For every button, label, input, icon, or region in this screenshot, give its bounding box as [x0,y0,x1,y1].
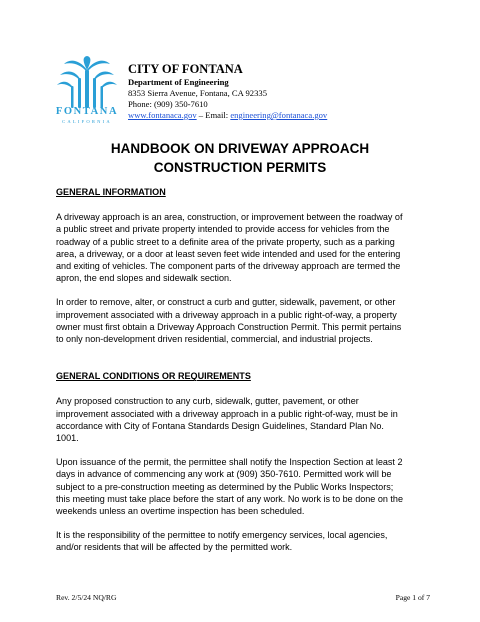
text-line: improvement associated with a driveway approach in a public right-of-way, a property [56,309,397,320]
text-line: and exiting of vehicles. The component parts of the driveway approach are termed the [56,261,401,272]
section-heading-general-information: GENERAL INFORMATION [56,187,166,197]
address: 8353 Sierra Avenue, Fontana, CA 92335 [128,88,267,98]
text-line: Any proposed construction to any curb, sidewalk, gutter, pavement, or other [56,396,359,407]
text-line: this meeting must take place before the start of any work. No work is to be done on the [56,493,403,504]
logo-subtext: CALIFORNIA [62,119,112,124]
title-line-2: CONSTRUCTION PERMITS [153,160,327,175]
text-line: a public street and private property intended to provide access for vehicles from the [56,224,390,235]
text-line: and/or residents that will be affected by the permitted work. [56,542,293,553]
page-number: Page 1 of 7 [395,593,430,602]
title-line-1: HANDBOOK ON DRIVEWAY APPROACH [110,141,370,156]
letterhead [128,62,327,121]
email-label: – Email: [196,110,231,120]
text-line: It is the responsibility of the permittee to notify emergency services, local agencies, [56,530,388,541]
document-body [56,186,436,554]
revision-note: Rev. 2/5/24 NQ/RG [56,593,117,602]
text-line: In order to remove, alter, or construct a curb and gutter, sidewalk, pavement, or other [56,297,396,308]
text-line: A driveway approach is an area, construction, or improvement between the roadway of [56,212,403,223]
paragraph [56,529,436,553]
paragraph [56,395,436,444]
paragraph [56,211,436,284]
phone: Phone: (909) 350-7610 [128,99,208,109]
section-heading-general-conditions: GENERAL CONDITIONS OR REQUIREMENTS [56,371,251,382]
text-line: to only non-development driven residential, commercial, and industrial projects. [56,334,373,345]
document-title [0,139,480,177]
text-line: area, a driveway, or a door at least seven feet wide intended and used for the entering [56,248,401,259]
text-line: accordance with City of Fontana Standards Design Guidelines, Standard Plan No. [56,420,384,431]
text-line: days in advance of commencing any work at (909) 350-7610. Permitted work will be [56,469,392,480]
paragraph [56,456,436,517]
contact-line [128,110,327,121]
text-line: owner must first obtain a Driveway Approach Construction Permit. This permit pertains [56,321,402,332]
paragraph [56,296,436,345]
text-line: weekends unless an overtime inspection has been scheduled. [56,506,305,517]
text-line: roadway of a public street to a definite area of the private property, such as a parking [56,236,395,247]
website-link[interactable]: www.fontanaca.gov [128,110,197,120]
city-name: CITY OF FONTANA [128,62,243,76]
text-line: Upon issuance of the permit, the permittee shall notify the Inspection Section at least 2 [56,457,403,468]
text-line: improvement associated with a driveway approach in a public right-of-way, must be in [56,408,398,419]
logo-wordmark: FONTANA [55,106,119,117]
email-link[interactable]: engineering@fontanaca.gov [230,110,328,120]
department-name: Department of Engineering [128,77,229,87]
text-line: subject to a pre-construction meeting as determined by the Public Works Inspectors; [56,481,394,492]
text-line: apron, the end slopes and sidewalk section. [56,273,232,284]
text-line: 1001. [56,433,79,444]
